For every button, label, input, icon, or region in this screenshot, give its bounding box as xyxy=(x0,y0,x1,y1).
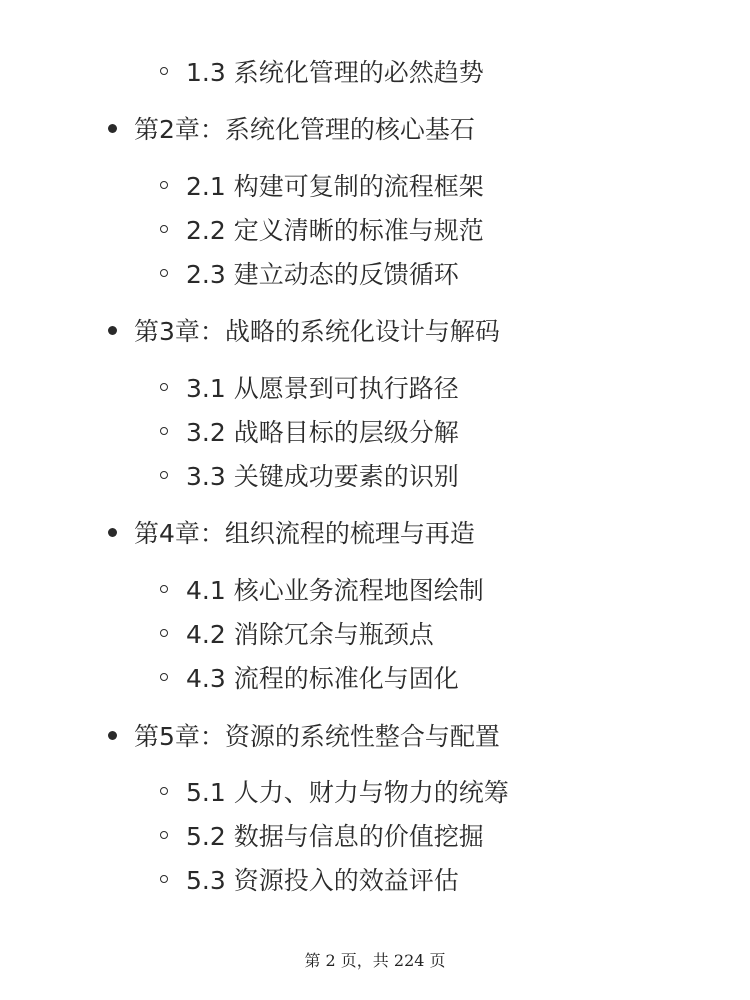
hollow-bullet-icon xyxy=(160,875,168,883)
section-label: 2.3 建立动态的反馈循环 xyxy=(186,260,459,289)
section-label: 3.2 战略目标的层级分解 xyxy=(186,418,459,447)
chapter-title: 第3章：战略的系统化设计与解码 xyxy=(134,317,500,346)
toc-section-2-2 xyxy=(160,211,484,247)
hollow-bullet-icon xyxy=(160,383,168,391)
toc-chapter-4 xyxy=(108,514,475,550)
hollow-bullet-icon xyxy=(160,831,168,839)
toc-section-5-2 xyxy=(160,817,484,853)
chapter-title: 第4章：组织流程的梳理与再造 xyxy=(134,519,475,548)
hollow-bullet-icon xyxy=(160,269,168,277)
section-label: 5.1 人力、财力与物力的统筹 xyxy=(186,778,509,807)
toc-chapter-2 xyxy=(108,110,475,146)
hollow-bullet-icon xyxy=(160,673,168,681)
solid-bullet-icon xyxy=(108,731,117,740)
toc-section-3-3 xyxy=(160,457,459,493)
chapter-title: 第2章：系统化管理的核心基石 xyxy=(134,115,475,144)
toc-chapter-3 xyxy=(108,312,500,348)
section-label: 2.2 定义清晰的标准与规范 xyxy=(186,216,484,245)
toc-section-4-3 xyxy=(160,659,459,695)
hollow-bullet-icon xyxy=(160,225,168,233)
toc-section-3-1 xyxy=(160,369,459,405)
section-label: 4.1 核心业务流程地图绘制 xyxy=(186,576,484,605)
hollow-bullet-icon xyxy=(160,585,168,593)
toc-section-5-3 xyxy=(160,861,459,897)
section-label: 4.3 流程的标准化与固化 xyxy=(186,664,459,693)
page-number-footer: 第 2 页，共 224 页 xyxy=(304,951,446,970)
solid-bullet-icon xyxy=(108,326,117,335)
toc-section-2-1 xyxy=(160,167,484,203)
section-label: 2.1 构建可复制的流程框架 xyxy=(186,172,484,201)
hollow-bullet-icon xyxy=(160,427,168,435)
solid-bullet-icon xyxy=(108,528,117,537)
hollow-bullet-icon xyxy=(160,181,168,189)
section-label: 1.3 系统化管理的必然趋势 xyxy=(186,58,484,87)
hollow-bullet-icon xyxy=(160,67,168,75)
solid-bullet-icon xyxy=(108,124,117,133)
toc-chapter-5 xyxy=(108,717,500,753)
toc-section-5-1 xyxy=(160,773,509,809)
toc-section-3-2 xyxy=(160,413,459,449)
section-label: 5.2 数据与信息的价值挖掘 xyxy=(186,822,484,851)
hollow-bullet-icon xyxy=(160,471,168,479)
toc-section-2-3 xyxy=(160,255,459,291)
hollow-bullet-icon xyxy=(160,629,168,637)
section-label: 3.3 关键成功要素的识别 xyxy=(186,462,459,491)
chapter-title: 第5章：资源的系统性整合与配置 xyxy=(134,722,500,751)
section-label: 5.3 资源投入的效益评估 xyxy=(186,866,459,895)
toc-section-4-2 xyxy=(160,615,434,651)
toc-section-1-3 xyxy=(160,53,484,89)
toc-section-4-1 xyxy=(160,571,484,607)
section-label: 3.1 从愿景到可执行路径 xyxy=(186,374,459,403)
section-label: 4.2 消除冗余与瓶颈点 xyxy=(186,620,434,649)
hollow-bullet-icon xyxy=(160,787,168,795)
